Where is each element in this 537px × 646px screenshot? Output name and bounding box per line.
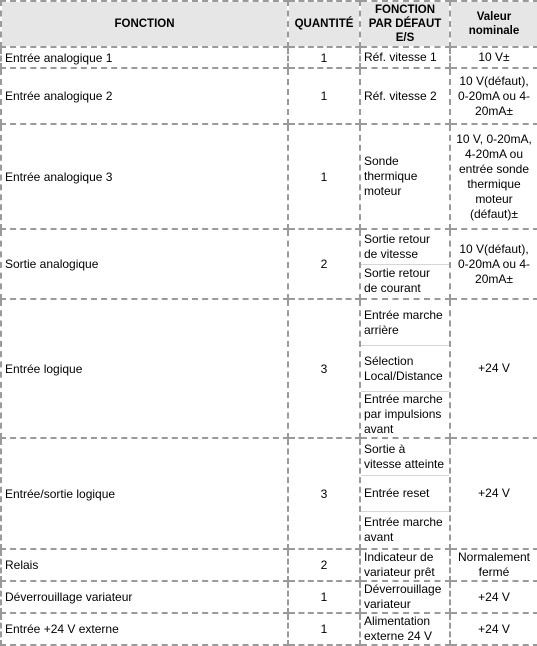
table-row (1, 549, 537, 581)
row-fonction: Entrée analogique 2 (1, 68, 288, 124)
row-defaut (360, 581, 450, 613)
row-fonction: Entrée analogique 3 (1, 124, 288, 229)
row-quantite: 1 (288, 613, 360, 645)
row-valeur: 10 V(défaut), 0-20mA ou 4-20mA± (450, 229, 537, 299)
default-function: Entrée marche par impulsions avant (364, 392, 443, 436)
row-defaut (360, 549, 450, 581)
row-defaut (360, 68, 450, 124)
table-row (1, 438, 537, 549)
default-function: Sélection Local/Distance (361, 346, 449, 392)
row-valeur: +24 V (450, 613, 537, 645)
row-defaut (360, 299, 450, 438)
table-row (1, 68, 537, 124)
row-quantite: 1 (288, 124, 360, 229)
row-fonction: Relais (1, 549, 288, 581)
row-fonction: Entrée/sortie logique (1, 438, 288, 549)
table-row (1, 229, 537, 299)
default-function: Sonde thermique moteur (364, 154, 418, 198)
header-quantite: QUANTITÉ (288, 1, 360, 47)
row-fonction: Sortie analogique (1, 229, 288, 299)
row-quantite: 1 (288, 68, 360, 124)
default-function: Entrée marche arrière (361, 300, 449, 346)
row-quantite: 3 (288, 299, 360, 438)
table-row (1, 613, 537, 645)
row-defaut (360, 229, 450, 299)
row-fonction: Entrée +24 V externe (1, 613, 288, 645)
row-fonction: Entrée logique (1, 299, 288, 438)
row-fonction: Entrée analogique 1 (1, 47, 288, 68)
default-function: Sortie à vitesse atteinte (361, 439, 449, 476)
row-defaut (360, 613, 450, 645)
row-quantite: 1 (288, 581, 360, 613)
default-function: Réf. vitesse 2 (364, 88, 437, 103)
row-valeur: 10 V± (450, 47, 537, 68)
row-valeur: +24 V (450, 299, 537, 438)
table-row (1, 47, 537, 68)
row-valeur: +24 V (450, 438, 537, 549)
default-function: Entrée reset (361, 476, 449, 513)
default-function: Entrée marche avant (364, 515, 443, 545)
row-defaut (360, 438, 450, 549)
table-row (1, 581, 537, 613)
row-quantite: 3 (288, 438, 360, 549)
default-function: Sortie retour de courant (364, 266, 431, 296)
default-function: Alimentation externe 24 V (364, 614, 433, 643)
row-defaut (360, 124, 450, 229)
header-defaut: FONCTION PAR DÉFAUT E/S (360, 1, 450, 47)
row-quantite: 2 (288, 549, 360, 581)
row-valeur: 10 V(défaut), 0-20mA ou 4-20mA± (450, 68, 537, 124)
header-fonction: FONCTION (1, 1, 288, 47)
row-fonction: Déverrouillage variateur (1, 581, 288, 613)
row-valeur: Normalement fermé (450, 549, 537, 581)
header-valeur: Valeur nominale (450, 1, 537, 47)
row-defaut (360, 47, 450, 68)
row-valeur: 10 V, 0-20mA, 4-20mA ou entrée sonde thermique moteur (défaut)± (450, 124, 537, 229)
table-row (1, 299, 537, 438)
row-quantite: 1 (288, 47, 360, 68)
default-function: Réf. vitesse 1 (364, 50, 437, 64)
header-row (1, 1, 537, 47)
row-quantite: 2 (288, 229, 360, 299)
default-function: Déverrouillage variateur (364, 582, 442, 611)
row-valeur: +24 V (450, 581, 537, 613)
table-row (1, 124, 537, 229)
default-function: Sortie retour de vitesse (361, 230, 449, 265)
default-function: Indicateur de variateur prêt (364, 550, 435, 579)
